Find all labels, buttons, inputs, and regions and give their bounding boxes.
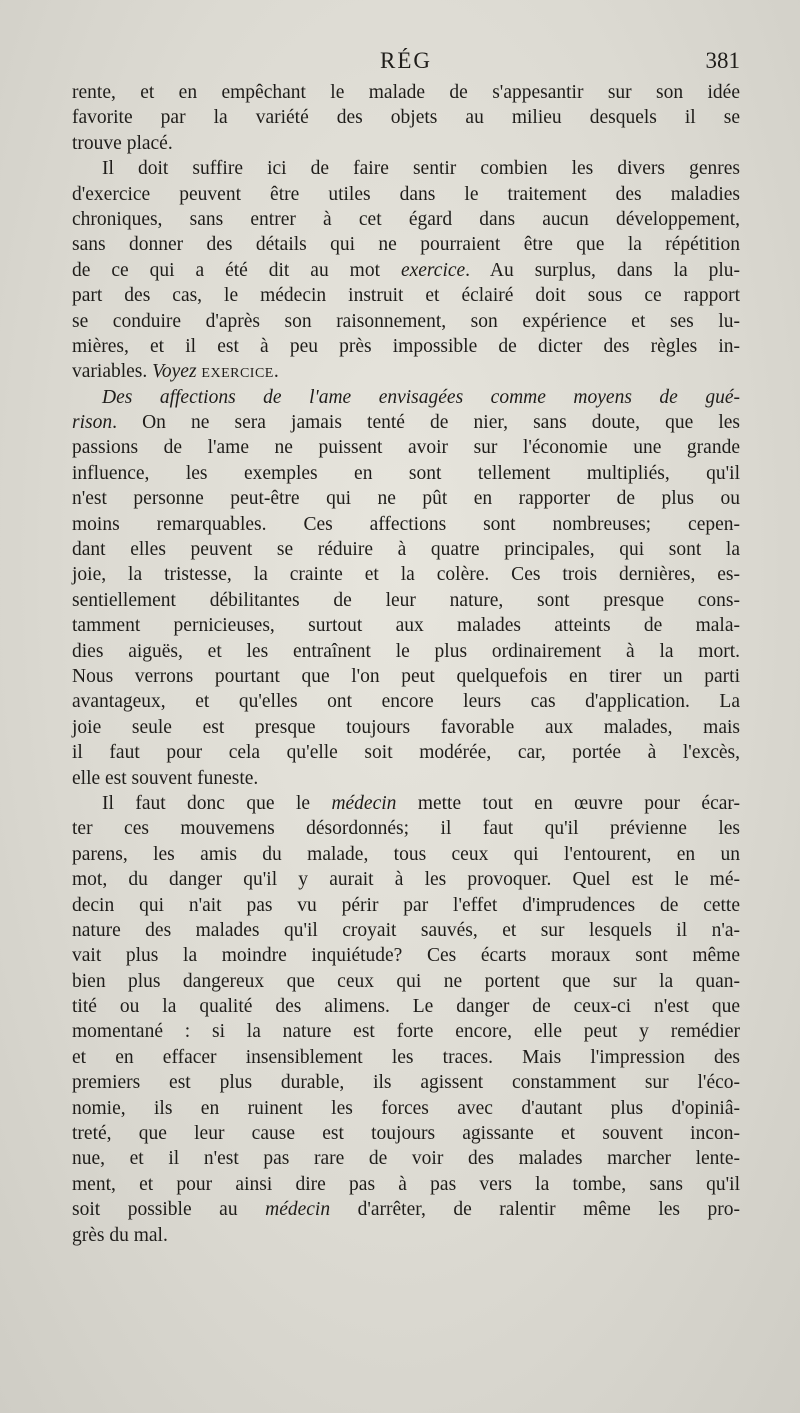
text-run: mot, du danger qu'il y aurait à les provoquer. Quel est le mé- xyxy=(72,869,740,891)
text-line xyxy=(72,283,740,308)
text-run: d'arrêter, de ralentir même les pro- xyxy=(330,1199,740,1221)
text-run: passions de l'ame ne puissent avoir sur l'économie une grande xyxy=(72,437,740,459)
text-line xyxy=(72,486,740,511)
text-run: elle est souvent funeste. xyxy=(72,767,259,789)
text-run: n'est personne peut-être qui ne pût en rapporter de plus ou xyxy=(72,488,740,510)
text-line xyxy=(72,385,740,410)
text-run: avantageux, et qu'elles ont encore leurs cas d'application. La xyxy=(72,691,740,713)
text-run: tamment pernicieuses, surtout aux malades atteints de mala- xyxy=(72,615,740,637)
text-line xyxy=(72,969,740,994)
text-run: dies aiguës, et les entraînent le plus ordinairement à la mort. xyxy=(72,640,740,662)
text-line xyxy=(72,334,740,359)
text-run: premiers est plus durable, ils agissent constamment sur l'éco- xyxy=(72,1072,740,1094)
text-line xyxy=(72,791,740,816)
text-run: trouve placé. xyxy=(72,132,173,154)
text-run: . Au surplus, dans la plu- xyxy=(465,259,740,281)
text-line xyxy=(72,309,740,334)
text-run: vait plus la moindre inquiétude? Ces écarts moraux sont même xyxy=(72,945,740,967)
running-head-title: RÉG xyxy=(380,48,432,73)
text-run: ment, et pour ainsi dire pas à pas vers la tombe, sans qu'il xyxy=(72,1173,740,1195)
text-run: mette tout en œuvre pour écar- xyxy=(396,792,740,814)
text-run: dant elles peuvent se réduire à quatre principales, qui sont la xyxy=(72,539,740,561)
text-run: moins remarquables. Ces affections sont nombreuses; cepen- xyxy=(72,513,740,535)
text-run: soit possible au xyxy=(72,1199,266,1221)
text-line xyxy=(72,131,740,156)
text-run: de ce qui a été dit au mot xyxy=(72,259,401,281)
text-run: nue, et il n'est pas rare de voir des malades marcher lente- xyxy=(72,1148,740,1170)
text-line xyxy=(72,80,740,105)
text-line xyxy=(72,105,740,130)
text-run: favorite par la variété des objets au milieu desquels il se xyxy=(72,107,740,129)
text-run: treté, que leur cause est toujours agissante et souvent incon- xyxy=(72,1123,740,1145)
text-line xyxy=(72,1223,740,1248)
text-line xyxy=(72,207,740,232)
text-run: tité ou la qualité des alimens. Le danger de ceux-ci n'est que xyxy=(72,996,740,1018)
text-line xyxy=(72,715,740,740)
text-line xyxy=(72,435,740,460)
text-run: chroniques, sans entrer à cet égard dans aucun développement, xyxy=(72,208,740,230)
page-number: 381 xyxy=(705,48,740,73)
text-run: ter ces mouvemens désordonnés; il faut qu'il prévienne les xyxy=(72,818,740,840)
text-line xyxy=(72,1146,740,1171)
text-line xyxy=(72,816,740,841)
text-run: parens, les amis du malade, tous ceux qui l'entourent, en un xyxy=(72,843,740,865)
text-line xyxy=(72,537,740,562)
text-run: d'exercice peuvent être utiles dans le traitement des maladies xyxy=(72,183,740,205)
text-run: mières, et il est à peu près impossible de dicter des règles in- xyxy=(72,335,740,357)
text-line xyxy=(72,766,740,791)
text-line xyxy=(72,918,740,943)
italic-text: médecin xyxy=(331,792,397,814)
text-line xyxy=(72,588,740,613)
text-run: grès du mal. xyxy=(72,1224,168,1246)
text-line xyxy=(72,1019,740,1044)
text-line xyxy=(72,562,740,587)
small-caps-text: exercice xyxy=(201,361,274,383)
text-run: sentiellement débilitantes de leur nature, sont presque cons- xyxy=(72,589,740,611)
text-run: nomie, ils en ruinent les forces avec d'autant plus d'opiniâ- xyxy=(72,1097,740,1119)
text-line xyxy=(72,156,740,181)
text-line xyxy=(72,1121,740,1146)
text-line xyxy=(72,1172,740,1197)
text-line xyxy=(72,1070,740,1095)
text-line xyxy=(72,664,740,689)
text-run: Il faut donc que le xyxy=(102,792,332,814)
text-run: momentané : si la nature est forte encore, elle peut y remédier xyxy=(72,1021,740,1043)
text-run: joie, la tristesse, la crainte et la colère. Ces trois dernières, es- xyxy=(72,564,740,586)
italic-text: rison xyxy=(72,412,113,434)
text-run: decin qui n'ait pas vu périr par l'effet d'imprudences de cette xyxy=(72,894,740,916)
text-line xyxy=(72,943,740,968)
text-run: sans donner des détails qui ne pourraient être que la répétition xyxy=(72,234,740,256)
text-run: bien plus dangereux que ceux qui ne portent que sur la quan- xyxy=(72,970,740,992)
text-line xyxy=(72,1096,740,1121)
text-line xyxy=(72,867,740,892)
text-run: il faut pour cela qu'elle soit modérée, car, portée à l'excès, xyxy=(72,742,740,764)
text-run: rente, et en empêchant le malade de s'appesantir sur son idée xyxy=(72,82,740,103)
text-line xyxy=(72,410,740,435)
text-line xyxy=(72,461,740,486)
text-run: . On ne sera jamais tenté de nier, sans doute, que les xyxy=(112,412,740,434)
text-line xyxy=(72,1197,740,1222)
text-run: et en effacer insensiblement les traces. Mais l'impression des xyxy=(72,1046,740,1068)
text-run: joie seule est presque toujours favorable aux malades, mais xyxy=(72,716,740,738)
text-line xyxy=(72,359,740,384)
text-run: influence, les exemples en sont tellement multipliés, qu'il xyxy=(72,462,740,484)
text-line xyxy=(72,994,740,1019)
text-line xyxy=(72,613,740,638)
text-run: variables. xyxy=(72,361,153,383)
text-run: Nous verrons pourtant que l'on peut quelquefois en tirer un parti xyxy=(72,665,740,687)
body-text xyxy=(72,80,740,1248)
text-line xyxy=(72,1045,740,1070)
text-line xyxy=(72,512,740,537)
text-run: se conduire d'après son raisonnement, son expérience et ses lu- xyxy=(72,310,740,332)
text-line xyxy=(72,689,740,714)
text-line xyxy=(72,258,740,283)
text-run: Il doit suffire ici de faire sentir combien les divers genres xyxy=(102,158,740,180)
text-line xyxy=(72,842,740,867)
running-head xyxy=(72,48,740,82)
italic-text: Des affections de l'ame envisagées comme moyens de gué- xyxy=(102,386,740,408)
text-run: part des cas, le médecin instruit et éclairé doit sous ce rapport xyxy=(72,285,740,307)
text-line xyxy=(72,232,740,257)
text-line xyxy=(72,740,740,765)
text-run: nature des malades qu'il croyait sauvés, et sur lesquels il n'a- xyxy=(72,919,740,941)
italic-text: médecin xyxy=(265,1199,331,1221)
italic-text: Voyez xyxy=(152,361,197,383)
italic-text: exercice xyxy=(400,259,466,281)
text-line xyxy=(72,893,740,918)
text-line xyxy=(72,182,740,207)
text-line xyxy=(72,639,740,664)
text-run: . xyxy=(273,361,279,383)
